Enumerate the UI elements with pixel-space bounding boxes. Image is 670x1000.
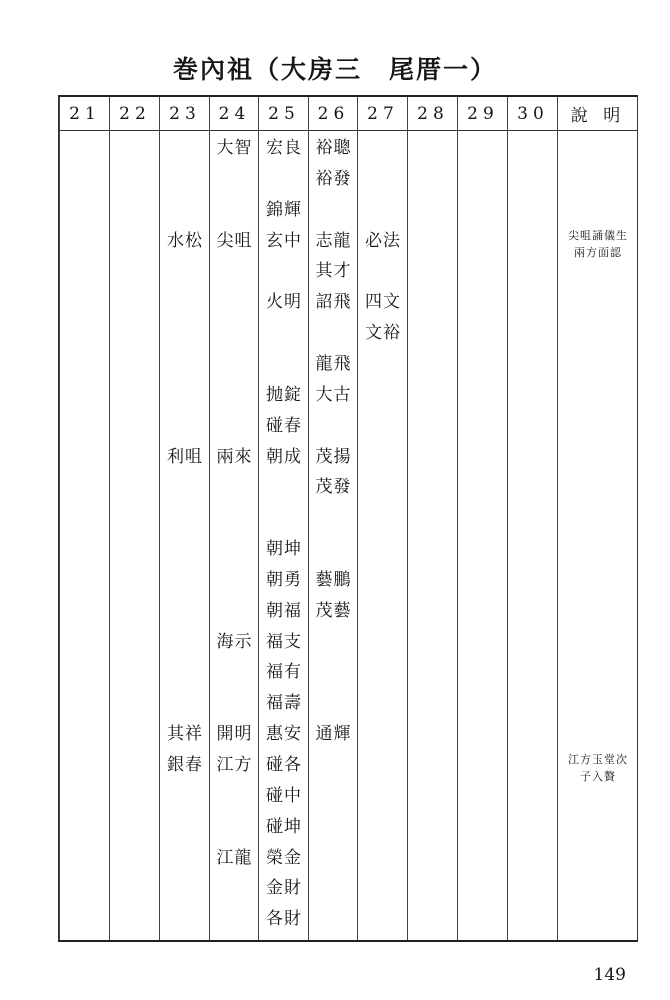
name-entry: 金財 (266, 878, 302, 899)
column-header: 29 (467, 103, 499, 124)
name-entry: 志龍 (315, 230, 352, 251)
genealogy-table (58, 95, 638, 942)
name-entry: 裕聰 (315, 138, 352, 158)
name-entry: 龍飛 (315, 353, 352, 374)
name-entry: 福有 (266, 662, 302, 683)
name-entry: 其祥 (167, 724, 203, 745)
notes-column (557, 97, 638, 940)
name-entry: 朝坤 (266, 539, 302, 560)
name-entry: 文裕 (365, 323, 401, 344)
name-entry: 通輝 (315, 724, 352, 745)
name-entry: 碰坤 (266, 816, 302, 837)
name-entry: 茂揚 (315, 446, 352, 467)
name-entry: 宏良 (266, 138, 302, 158)
name-entry: 碰中 (266, 785, 302, 806)
name-entry: 大智 (216, 138, 253, 158)
note-line: 兩方面認 (574, 245, 622, 259)
name-entry: 開明 (216, 724, 253, 745)
note-line: 尖咀誦儀生 (568, 228, 628, 242)
name-entry: 福支 (266, 631, 302, 652)
generation-column-25 (258, 97, 309, 940)
generation-column-29 (457, 97, 508, 940)
column-header: 21 (69, 103, 101, 124)
name-entry: 利咀 (167, 446, 203, 467)
name-entry: 江方 (216, 755, 253, 775)
name-entry: 碰各 (266, 755, 302, 775)
page-number: 149 (593, 965, 626, 985)
generation-column-27 (357, 97, 408, 940)
column-header: 25 (268, 103, 300, 124)
name-entry: 火明 (266, 292, 302, 313)
name-entry: 水松 (167, 230, 203, 251)
generation-column-28 (407, 97, 458, 940)
column-header: 30 (517, 103, 549, 124)
name-entry: 詔飛 (315, 292, 352, 313)
column-header: 24 (218, 103, 251, 124)
column-header: 27 (367, 103, 399, 124)
generation-column-22 (109, 97, 160, 940)
name-entry: 裕發 (315, 168, 352, 189)
name-entry: 茂藝 (315, 600, 352, 621)
name-entry: 其才 (315, 261, 352, 282)
generation-column-30 (507, 97, 558, 940)
name-entry: 惠安 (266, 724, 302, 745)
name-entry: 玄中 (266, 230, 302, 251)
name-entry: 朝勇 (266, 569, 302, 590)
name-entry: 抛錠 (266, 384, 302, 405)
name-entry: 茂發 (315, 477, 352, 498)
name-entry: 必法 (365, 230, 401, 251)
column-header: 22 (119, 103, 151, 124)
name-entry: 錦輝 (266, 199, 302, 220)
name-entry: 藝鵬 (315, 569, 352, 590)
name-entry: 兩來 (216, 446, 253, 467)
column-header: 28 (417, 103, 449, 124)
name-entry: 榮金 (266, 847, 302, 868)
name-entry: 福壽 (266, 693, 302, 714)
generation-column-23 (159, 97, 210, 940)
name-entry: 銀春 (167, 755, 203, 775)
generation-column-21 (59, 97, 110, 940)
name-entry: 尖咀 (216, 230, 253, 251)
note-line: 子入贅 (580, 770, 616, 783)
generation-column-26 (308, 97, 358, 940)
name-entry: 朝成 (266, 446, 302, 467)
name-entry: 大古 (315, 384, 352, 405)
name-entry: 碰春 (266, 415, 302, 436)
explanation-note (558, 227, 638, 261)
explanation-note (558, 751, 638, 785)
name-entry: 朝福 (266, 600, 302, 621)
name-entry: 江龍 (216, 847, 253, 868)
name-entry: 四文 (365, 292, 401, 313)
name-entry: 各財 (266, 909, 302, 930)
column-header: 26 (317, 103, 350, 124)
page-title: 巻內祖（大房三 尾厝一） (172, 55, 497, 84)
note-line: 江方玉堂次 (568, 753, 628, 766)
generation-column-24 (209, 97, 259, 940)
name-entry: 海示 (216, 631, 253, 652)
column-header: 23 (169, 103, 201, 124)
column-header: 說 明 (570, 106, 626, 126)
